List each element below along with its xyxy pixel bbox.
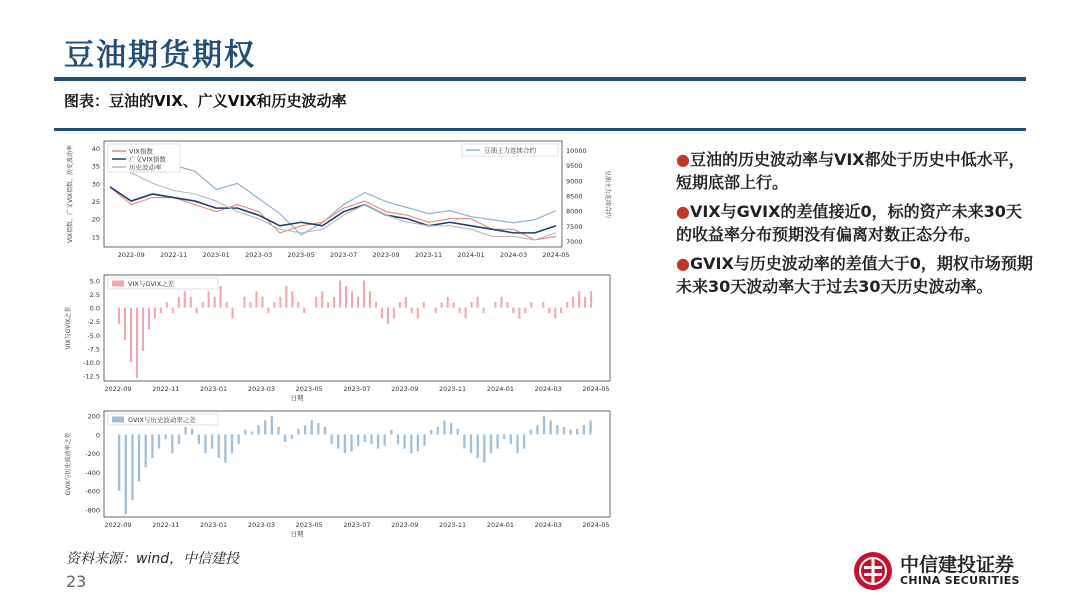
bar: [273, 302, 275, 307]
bar: [483, 434, 485, 462]
bar: [303, 308, 305, 313]
bar: [131, 434, 133, 500]
x-tick-label: 2023-07: [330, 251, 358, 259]
bar: [277, 427, 279, 435]
y-tick-label: 20: [91, 215, 100, 224]
bar: [285, 286, 287, 308]
x-tick-label: 2024-03: [534, 385, 562, 393]
bar: [410, 434, 412, 453]
bar: [211, 434, 213, 448]
bar: [142, 308, 144, 351]
bar: [333, 297, 335, 308]
x-tick-label: 2024-05: [542, 251, 570, 259]
bullet-dot-icon: ●: [676, 202, 690, 221]
bar: [384, 434, 386, 445]
chart-vix-gvix-diff-svg: [62, 271, 614, 405]
x-tick-label: 2023-05: [287, 251, 315, 259]
bar: [271, 416, 273, 435]
chart-vix-panel: [62, 135, 614, 267]
bar: [470, 434, 472, 453]
y-tick-label: 40: [91, 145, 100, 154]
legend-swatch: [112, 417, 124, 423]
bar: [154, 308, 156, 319]
bar: [381, 308, 383, 319]
bar: [267, 308, 269, 313]
bar: [255, 291, 257, 307]
x-axis-label: 日期: [290, 394, 304, 402]
bar: [524, 308, 526, 313]
bar: [576, 429, 578, 435]
y2-axis-label: 豆油主力连续合约: [604, 169, 611, 219]
bar: [477, 297, 479, 308]
y2-tick-label: 10000: [566, 147, 587, 156]
x-tick-label: 2022-11: [152, 521, 180, 529]
bar: [357, 297, 359, 308]
chart-gvix-hv-diff-svg: [62, 407, 614, 539]
bar: [370, 434, 372, 443]
bar: [430, 430, 432, 435]
bar: [423, 434, 425, 445]
bar: [125, 434, 127, 514]
bar: [264, 420, 266, 434]
y-tick-label: -200: [85, 450, 100, 459]
bar: [138, 434, 140, 481]
y-tick-label: -400: [85, 468, 100, 477]
bar: [387, 308, 389, 324]
bar: [321, 291, 323, 307]
x-tick-label: 2023-03: [247, 521, 275, 529]
y-tick-label: -12.5: [83, 372, 100, 381]
bar: [399, 302, 401, 307]
x-tick-label: 2024-05: [582, 385, 610, 393]
bar: [317, 423, 319, 434]
bar: [226, 302, 228, 307]
bar: [512, 308, 514, 313]
y2-tick-label: 7500: [566, 222, 583, 231]
bar: [441, 302, 443, 307]
x-tick-label: 2023-01: [202, 251, 230, 259]
bar: [411, 308, 413, 313]
x-tick-label: 2023-03: [245, 251, 273, 259]
bar: [243, 297, 245, 308]
bar: [279, 297, 281, 308]
bar: [184, 427, 186, 435]
x-tick-label: 2022-11: [152, 385, 180, 393]
y-tick-label: -5.0: [87, 331, 100, 340]
bar: [543, 416, 545, 435]
bar: [214, 297, 216, 308]
y-tick-label: 0: [95, 431, 100, 440]
bar: [118, 308, 120, 324]
chart-gvix-hv-diff-panel: [62, 407, 614, 539]
plot-frame: [104, 275, 610, 381]
legend-label: VIX指数: [129, 147, 153, 156]
bar: [148, 308, 150, 330]
bar: [257, 425, 259, 434]
bar: [589, 420, 591, 434]
bar: [463, 434, 465, 448]
bar: [583, 425, 585, 434]
x-tick-label: 2024-01: [457, 251, 485, 259]
y-tick-label: 200: [87, 412, 100, 421]
x-tick-label: 2023-03: [247, 385, 275, 393]
bar: [465, 308, 467, 319]
bar: [224, 434, 226, 462]
bar: [494, 302, 496, 307]
bar: [550, 420, 552, 434]
x-tick-label: 2022-11: [160, 251, 188, 259]
y2-tick-label: 8000: [566, 207, 583, 216]
y2-tick-label: 9500: [566, 162, 583, 171]
bar: [251, 432, 253, 435]
bar: [337, 434, 339, 448]
bar: [530, 302, 532, 307]
bar: [423, 302, 425, 307]
x-tick-label: 2023-07: [343, 385, 371, 393]
bar: [284, 434, 286, 442]
x-tick-label: 2023-01: [200, 385, 228, 393]
bar: [249, 302, 251, 307]
bar: [190, 297, 192, 308]
bar: [178, 297, 180, 308]
chart-vix-gvix-diff-panel: [62, 271, 614, 405]
bar: [459, 308, 461, 313]
x-tick-label: 2022-09: [104, 521, 132, 529]
y-axis-label: GVIX与历史波动率之差: [65, 432, 72, 496]
bar: [590, 291, 592, 307]
bar: [482, 308, 484, 313]
y-tick-label: -800: [85, 506, 100, 515]
y2-tick-label: 8500: [566, 192, 583, 201]
y-axis-label: VIX与GVIX之差: [65, 306, 72, 350]
bar: [218, 434, 220, 457]
bar: [548, 308, 550, 313]
bar: [375, 302, 377, 307]
bar: [324, 427, 326, 435]
bar: [345, 286, 347, 308]
legend-swatch: [112, 281, 124, 287]
bar: [160, 308, 162, 313]
bar: [417, 308, 419, 319]
bar: [357, 434, 359, 445]
x-tick-label: 2022-09: [117, 251, 145, 259]
bar: [291, 434, 293, 439]
x-tick-label: 2022-09: [104, 385, 132, 393]
bar: [556, 425, 558, 434]
bar: [490, 434, 492, 453]
x-tick-label: 2023-09: [391, 385, 419, 393]
bar: [437, 427, 439, 435]
bar: [435, 308, 437, 313]
bar: [196, 308, 198, 313]
bar: [572, 297, 574, 308]
bar: [330, 434, 332, 443]
bar: [530, 430, 532, 435]
x-tick-label: 2023-09: [391, 521, 419, 529]
bar: [136, 308, 138, 379]
bullet-text: GVIX与历史波动率的差值大于0，期权市场预期未来30天波动率大于过去30天历史波动率。: [676, 254, 1033, 296]
figure-caption: 图表：豆油的VIX、广义VIX和历史波动率: [64, 92, 347, 110]
bar: [166, 302, 168, 307]
bar: [172, 308, 174, 313]
y2-tick-label: 9000: [566, 177, 583, 186]
y-tick-label: 0.0: [89, 304, 100, 313]
bar: [503, 434, 505, 439]
bar: [500, 297, 502, 308]
bar: [124, 308, 126, 341]
bar: [198, 434, 200, 443]
bar: [369, 291, 371, 307]
bullet-text: VIX与GVIX的差值接近0，标的资产未来30天的收益率分布预期没有偏离对数正态分布。: [676, 202, 1022, 244]
page-number: 23: [66, 572, 87, 591]
caption-rule: [54, 128, 1026, 131]
bullet-item: [676, 252, 1036, 298]
page-title: 豆油期货期权: [64, 38, 256, 73]
plot-frame: [104, 411, 610, 517]
bar: [184, 291, 186, 307]
bar: [363, 280, 365, 307]
x-tick-label: 2024-03: [499, 251, 528, 259]
bar: [496, 434, 498, 448]
bar: [390, 430, 392, 435]
x-tick-label: 2024-03: [534, 521, 562, 529]
bar: [364, 434, 366, 442]
bullet-item: [676, 148, 1036, 194]
bar: [417, 434, 419, 451]
chart-vix-svg: [62, 135, 614, 267]
bar: [584, 297, 586, 308]
bar: [297, 429, 299, 435]
y-tick-label: 35: [91, 162, 100, 171]
bullet-list: [676, 148, 1036, 304]
bar: [208, 291, 210, 307]
x-tick-label: 2023-11: [439, 385, 467, 393]
bar: [238, 434, 240, 443]
bar: [377, 434, 379, 448]
bar: [204, 434, 206, 453]
x-tick-label: 2024-01: [486, 385, 514, 393]
y2-tick-label: 7000: [566, 237, 583, 246]
bullet-item: [676, 200, 1036, 246]
bar: [397, 434, 399, 443]
legend-label: 历史波动率: [129, 163, 162, 172]
bar: [447, 297, 449, 308]
bar: [164, 434, 166, 439]
bullet-text: 豆油的历史波动率与VIX都处于历史中低水平，短期底部上行。: [676, 150, 1025, 192]
x-tick-label: 2023-11: [414, 251, 443, 259]
title-rule: [54, 77, 1026, 81]
x-tick-label: 2024-01: [486, 521, 514, 529]
bullet-dot-icon: ●: [676, 254, 690, 273]
bar: [471, 302, 473, 307]
source-note: 资料来源：wind，中信建投: [66, 551, 240, 567]
bar: [542, 302, 544, 307]
bar: [393, 308, 395, 319]
company-logo-icon: [852, 550, 894, 592]
bar: [297, 302, 299, 307]
x-axis-label: 日期: [290, 530, 304, 538]
logo-text-cn: 中信建投证券: [900, 554, 1015, 576]
bar: [563, 427, 565, 435]
bar: [231, 434, 233, 453]
y-tick-label: -10.0: [83, 358, 100, 367]
bar: [569, 430, 571, 435]
bar: [453, 302, 455, 307]
bar: [232, 308, 234, 319]
legend-label: 豆油主力连续合约: [484, 146, 536, 155]
bar: [220, 286, 222, 308]
bar: [405, 297, 407, 308]
bar: [311, 420, 313, 434]
x-tick-label: 2023-09: [372, 251, 400, 259]
x-tick-label: 2024-05: [582, 521, 610, 529]
y-tick-label: -2.5: [87, 318, 100, 327]
bar: [450, 423, 452, 434]
y-tick-label: 5.0: [89, 277, 100, 286]
bar: [244, 430, 246, 435]
bar: [261, 297, 263, 308]
bar: [578, 291, 580, 307]
series-line-1: [110, 187, 556, 233]
bar: [151, 434, 153, 457]
y-tick-label: 30: [91, 180, 100, 189]
legend-label: 广义VIX指数: [129, 155, 166, 164]
bar: [315, 297, 317, 308]
bar: [554, 308, 556, 319]
bar: [202, 302, 204, 307]
y-tick-label: 25: [91, 198, 100, 207]
legend-label: GVIX与历史波动率之差: [128, 416, 196, 424]
x-tick-label: 2023-01: [200, 521, 228, 529]
bar: [506, 302, 508, 307]
bar: [178, 434, 180, 443]
bar: [510, 434, 512, 443]
bar: [566, 302, 568, 307]
bar: [477, 434, 479, 457]
bar: [516, 434, 518, 453]
bar: [518, 308, 520, 319]
bar: [171, 434, 173, 453]
bar: [339, 280, 341, 307]
bar: [291, 291, 293, 307]
bar: [191, 429, 193, 435]
bar: [118, 434, 120, 490]
logo-text-en: CHINA SECURITIES: [900, 574, 1020, 587]
bullet-dot-icon: ●: [676, 150, 690, 169]
y-tick-label: 15: [91, 233, 100, 242]
bar: [350, 434, 352, 451]
company-logo: [852, 550, 1032, 592]
x-tick-label: 2023-05: [295, 385, 323, 393]
bar: [523, 434, 525, 448]
legend-label: VIX与GVIX之差: [128, 280, 175, 288]
bar: [130, 308, 132, 362]
bar: [158, 434, 160, 448]
y-axis-label: VIX指数、广义VIX指数、历史波动率: [67, 145, 74, 243]
bar: [403, 434, 405, 448]
bar: [145, 434, 147, 467]
x-tick-label: 2023-05: [295, 521, 323, 529]
y-tick-label: 2.5: [89, 291, 100, 300]
bar: [304, 425, 306, 434]
bar: [457, 429, 459, 435]
y-tick-label: -7.5: [87, 345, 100, 354]
y-tick-label: -600: [85, 487, 100, 496]
bar: [560, 308, 562, 313]
x-tick-label: 2023-07: [343, 521, 371, 529]
bar: [443, 420, 445, 434]
bar: [344, 434, 346, 453]
bar: [327, 302, 329, 307]
bar: [351, 291, 353, 307]
bar: [536, 425, 538, 434]
x-tick-label: 2023-11: [439, 521, 467, 529]
